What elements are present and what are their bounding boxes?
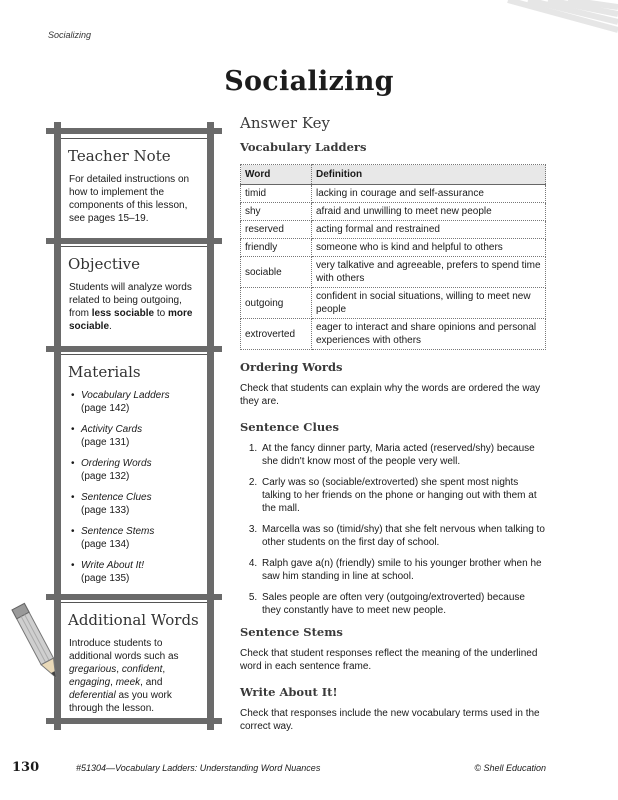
list-item: 4. Ralph gave a(n) (friendly) smile to his younger brother when he saw him standing in line at school. [260,557,546,583]
definition-cell: acting formal and restrained [312,221,546,239]
ladder-rung [46,346,222,352]
word-cell: timid [241,185,312,203]
word-cell: shy [241,203,312,221]
sentence-stems-text: Check that student responses reflect the meaning of the underlined word in each sentence frame. [240,648,538,672]
definition-cell: afraid and unwilling to meet new people [312,203,546,221]
table-row [241,239,546,257]
definition-cell: confident in social situations, willing to meet new people [312,288,546,319]
sentence-stems-heading: Sentence Stems [240,625,343,639]
sidebar-ladder [46,122,222,730]
objective-heading: Objective [68,255,141,273]
list-item: • Sentence Clues (page 133) [71,491,207,517]
teacher-note-heading: Teacher Note [68,147,171,165]
ladder-rung [46,238,222,244]
materials-panel [61,354,207,591]
page-number: 130 [12,760,40,775]
list-item: • Write About It! (page 135) [71,559,207,585]
table-row [241,288,546,319]
ordering-words-text: Check that students can explain why the words are ordered the way they are. [240,383,541,407]
word-cell: sociable [241,257,312,288]
objective-panel [61,246,207,343]
ladder-rung [46,594,222,600]
vocabulary-ladders-heading: Vocabulary Ladders [240,140,367,154]
table-row [241,185,546,203]
additional-words-text: Introduce students to additional words such as gregarious, confident, engaging, meek, and deferential as you work through the lesson. [69,638,179,714]
materials-heading: Materials [68,363,141,381]
table-row [241,221,546,239]
definition-cell: eager to interact and share opinions and personal experiences with others [312,319,546,350]
list-item: 3. Marcella was so (timid/shy) that she felt nervous when talking to other students on the first day of school. [260,523,546,549]
word-cell: extroverted [241,319,312,350]
ordering-words-heading: Ordering Words [240,360,343,374]
sentence-clues-heading: Sentence Clues [240,420,339,434]
teacher-note-text: For detailed instructions on how to implement the components of this lesson, see pages 15–19. [69,174,190,224]
column-header-definition: Definition [312,165,546,185]
word-cell: outgoing [241,288,312,319]
ladder-rail-right [207,122,214,730]
word-cell: reserved [241,221,312,239]
table-row [241,319,546,350]
vocabulary-table [240,164,546,350]
word-cell: friendly [241,239,312,257]
column-header-word: Word [241,165,312,185]
ladder-rung [46,128,222,134]
book-title: #51304—Vocabulary Ladders: Understanding Word Nuances [76,763,321,773]
teacher-note-panel [61,138,207,235]
ladder-rung [46,718,222,724]
table-row [241,203,546,221]
additional-words-heading: Additional Words [68,611,199,629]
list-item: • Sentence Stems (page 134) [71,525,207,551]
answer-key-column [240,114,546,733]
running-head: Socializing [48,30,92,40]
answer-key-heading: Answer Key [240,114,330,132]
objective-text: Students will analyze words related to being outgoing, from less sociable to more sociable. [69,282,193,332]
list-item: 2. Carly was so (sociable/extroverted) she spent most nights talking to her friends on the phone or hanging out with them at the mall. [260,476,546,515]
table-row [241,257,546,288]
additional-words-panel [61,602,207,715]
definition-cell: someone who is kind and helpful to others [312,239,546,257]
definition-cell: very talkative and agreeable, prefers to spend time with others [312,257,546,288]
publisher: © Shell Education [474,763,546,773]
list-item: 5. Sales people are often very (outgoing/extroverted) because they constantly have to meet new people. [260,591,546,617]
table-header-row [241,165,546,185]
list-item: 1. At the fancy dinner party, Maria acted (reserved/shy) because she didn't know most of the people very well. [260,442,546,468]
write-about-it-text: Check that responses include the new vocabulary terms used in the correct way. [240,708,540,732]
list-item: • Activity Cards (page 131) [71,423,207,449]
sentence-clues-list [240,442,546,617]
write-about-it-heading: Write About It! [240,685,338,699]
pencil-icon [6,596,68,688]
page-title: Socializing [224,66,394,97]
list-item: • Vocabulary Ladders (page 142) [71,389,207,415]
corner-decoration [488,0,618,60]
materials-list [61,389,207,585]
list-item: • Ordering Words (page 132) [71,457,207,483]
definition-cell: lacking in courage and self-assurance [312,185,546,203]
